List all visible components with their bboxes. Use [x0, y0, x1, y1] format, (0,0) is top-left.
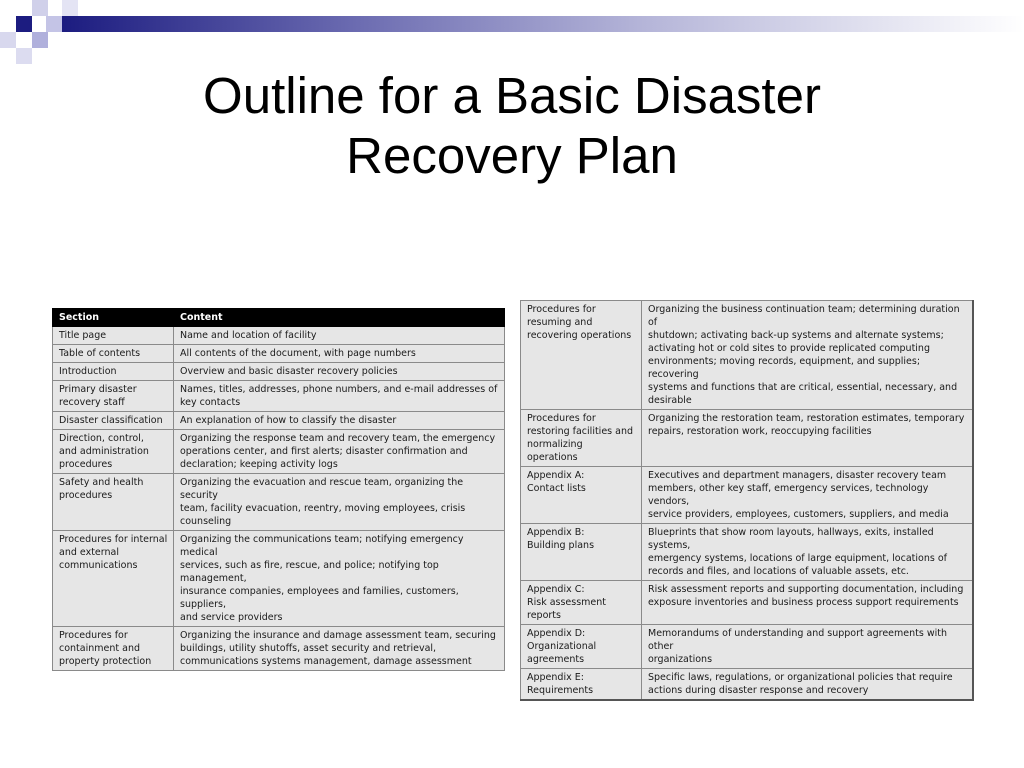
cell-line: communications systems management, damage assessment: [180, 656, 472, 667]
square-light: [62, 0, 78, 16]
cell-line: Overview and basic disaster recovery policies: [180, 366, 398, 377]
table-row: [521, 581, 973, 625]
cell-line: Organizational: [527, 641, 597, 652]
slide-title: [0, 66, 1024, 186]
table-row: [521, 524, 973, 581]
cell-line: Building plans: [527, 540, 595, 551]
cell-line: declaration; keeping activity logs: [180, 459, 338, 470]
cell-line: activating hot or cold sites to provide replicated computing: [648, 343, 930, 354]
content-cell: [174, 381, 505, 412]
cell-line: communications: [59, 560, 138, 571]
content-cell: [174, 531, 505, 627]
recovery-plan-table-part2: [520, 300, 974, 701]
section-cell: [521, 524, 642, 581]
cell-line: Organizing the evacuation and rescue team, organizing the security: [180, 477, 464, 501]
cell-line: exposure inventories and business process support requirements: [648, 597, 959, 608]
cell-line: Specific laws, regulations, or organizational policies that require: [648, 672, 953, 683]
cell-line: Procedures for internal: [59, 534, 168, 545]
slide-title-line: Outline for a Basic Disaster: [203, 67, 821, 124]
cell-line: Appendix A:: [527, 470, 585, 481]
content-cell: [174, 412, 505, 430]
cell-line: Contact lists: [527, 483, 586, 494]
cell-line: Title page: [59, 330, 107, 341]
cell-line: restoring facilities and: [527, 426, 634, 437]
table-row: [53, 327, 505, 345]
cell-line: property protection: [59, 656, 152, 667]
cell-line: Procedures for: [527, 304, 596, 315]
table-row: [53, 412, 505, 430]
cell-line: shutdown; activating back-up systems and alternate systems;: [648, 330, 944, 341]
section-cell: [521, 301, 642, 410]
cell-line: An explanation of how to classify the disaster: [180, 415, 397, 426]
section-cell: [53, 430, 174, 474]
table-row: [53, 531, 505, 627]
header-content: Content: [174, 309, 505, 327]
section-cell: [53, 474, 174, 531]
cell-line: Risk assessment reports and supporting documentation, including: [648, 584, 964, 595]
cell-line: containment and: [59, 643, 141, 654]
cell-line: service providers, employees, customers, suppliers, and media: [648, 509, 949, 520]
section-cell: [53, 345, 174, 363]
cell-line: Name and location of facility: [180, 330, 317, 341]
content-cell: [642, 581, 973, 625]
section-cell: [53, 363, 174, 381]
cell-line: Risk assessment reports: [527, 597, 607, 621]
cell-line: Procedures for: [59, 630, 128, 641]
cell-line: emergency systems, locations of large equipment, locations of: [648, 553, 947, 564]
slide-title-line: Recovery Plan: [346, 127, 678, 184]
cell-line: Introduction: [59, 366, 117, 377]
square-lavender: [32, 32, 48, 48]
cell-line: and service providers: [180, 612, 283, 623]
table-row: [53, 430, 505, 474]
content-cell: [174, 430, 505, 474]
content-cell: [642, 524, 973, 581]
section-cell: [521, 581, 642, 625]
section-cell: [521, 410, 642, 467]
table-row: [521, 301, 973, 410]
section-cell: [53, 327, 174, 345]
cell-line: repairs, restoration work, reoccupying facilities: [648, 426, 872, 437]
table-header-row: [53, 309, 505, 327]
cell-line: Names, titles, addresses, phone numbers, and e-mail addresses of: [180, 384, 498, 395]
cell-line: and administration: [59, 446, 149, 457]
cell-line: recovering operations: [527, 330, 632, 341]
content-cell: [642, 410, 973, 467]
recovery-plan-table-part1: [52, 308, 505, 671]
cell-line: Organizing the restoration team, restoration estimates, temporary: [648, 413, 965, 424]
cell-line: counseling: [180, 516, 232, 527]
cell-line: normalizing operations: [527, 439, 583, 463]
cell-line: team, facility evacuation, reentry, moving employees, crisis: [180, 503, 466, 514]
section-cell: [521, 625, 642, 669]
section-cell: [521, 669, 642, 701]
cell-line: actions during disaster response and recovery: [648, 685, 869, 696]
content-cell: [642, 467, 973, 524]
cell-line: systems and functions that are critical, essential, necessary, and: [648, 382, 958, 393]
table-row: [53, 363, 505, 381]
square-light: [32, 0, 48, 16]
cell-line: and external: [59, 547, 119, 558]
cell-line: buildings, utility shutoffs, asset security and retrieval,: [180, 643, 437, 654]
cell-line: Disaster classification: [59, 415, 163, 426]
table-row: [53, 474, 505, 531]
table-row: [521, 625, 973, 669]
header-section: Section: [53, 309, 174, 327]
cell-line: procedures: [59, 459, 113, 470]
content-cell: [642, 669, 973, 701]
content-cell: [174, 474, 505, 531]
cell-line: key contacts: [180, 397, 241, 408]
cell-line: environments; moving records, equipment, and supplies; recovering: [648, 356, 921, 380]
table-row: [53, 627, 505, 671]
square-light: [0, 32, 16, 48]
content-cell: [174, 327, 505, 345]
square-navy: [16, 16, 32, 32]
section-cell: [53, 531, 174, 627]
cell-line: Organizing the response team and recovery team, the emergency: [180, 433, 496, 444]
table-row: [521, 669, 973, 701]
cell-line: desirable: [648, 395, 692, 406]
square-light: [46, 16, 62, 32]
cell-line: procedures: [59, 490, 113, 501]
content-cell: [174, 345, 505, 363]
cell-line: operations center, and first alerts; disaster confirmation and: [180, 446, 468, 457]
table-row: [53, 381, 505, 412]
section-cell: [53, 381, 174, 412]
cell-line: Table of contents: [59, 348, 141, 359]
cell-line: Organizing the communications team; notifying emergency medical: [180, 534, 464, 558]
table-row: [521, 410, 973, 467]
cell-line: Appendix B:: [527, 527, 585, 538]
cell-line: Executives and department managers, disaster recovery team: [648, 470, 947, 481]
cell-line: Direction, control,: [59, 433, 144, 444]
cell-line: Requirements: [527, 685, 594, 696]
cell-line: Safety and health: [59, 477, 144, 488]
cell-line: agreements: [527, 654, 585, 665]
cell-line: records and files, and locations of valuable assets, etc.: [648, 566, 909, 577]
cell-line: Procedures for: [527, 413, 596, 424]
cell-line: Appendix E:: [527, 672, 584, 683]
cell-line: organizations: [648, 654, 713, 665]
table-row: [521, 467, 973, 524]
cell-line: Blueprints that show room layouts, hallways, exits, installed systems,: [648, 527, 934, 551]
cell-line: All contents of the document, with page numbers: [180, 348, 416, 359]
cell-line: insurance companies, employees and families, customers, suppliers,: [180, 586, 459, 610]
content-cell: [642, 625, 973, 669]
cell-line: members, other key staff, emergency services, technology vendors,: [648, 483, 929, 507]
content-cell: [642, 301, 973, 410]
cell-line: services, such as fire, rescue, and police; notifying top management,: [180, 560, 439, 584]
square-light: [16, 48, 32, 64]
cell-line: recovery staff: [59, 397, 125, 408]
content-cell: [174, 627, 505, 671]
section-cell: [521, 467, 642, 524]
table-row: [53, 345, 505, 363]
cell-line: resuming and: [527, 317, 593, 328]
cell-line: Appendix C:: [527, 584, 585, 595]
cell-line: Appendix D:: [527, 628, 586, 639]
section-cell: [53, 627, 174, 671]
section-cell: [53, 412, 174, 430]
cell-line: Organizing the business continuation team; determining duration of: [648, 304, 960, 328]
cell-line: Organizing the insurance and damage assessment team, securing: [180, 630, 496, 641]
header-gradient-bar: [62, 16, 1024, 32]
cell-line: Primary disaster: [59, 384, 137, 395]
cell-line: Memorandums of understanding and support agreements with other: [648, 628, 947, 652]
content-cell: [174, 363, 505, 381]
